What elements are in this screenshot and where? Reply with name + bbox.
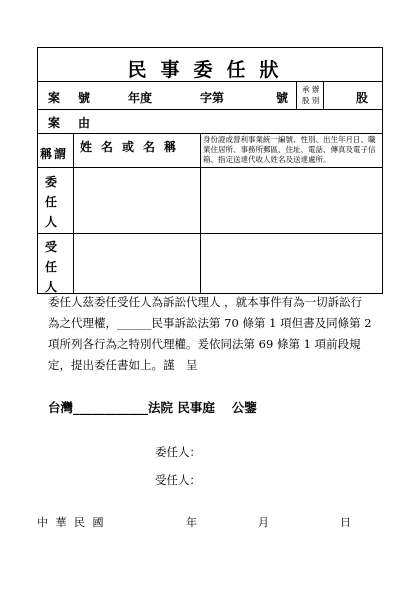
chengban-label-2: 股 別 [302, 96, 320, 105]
rule-label-col [73, 133, 74, 293]
rule-cause [37, 133, 383, 134]
header-name: 姓名或名稱 [80, 140, 186, 154]
sign-agent: 受任人： [155, 473, 201, 487]
rule-name-col [200, 133, 201, 293]
header-role: 稱謂 [40, 147, 69, 161]
case-no-label: 案號 [48, 91, 109, 105]
case-year-label: 年度 [128, 91, 153, 105]
header-info: 身份證或營利事業統一編號、性別、出生年月日、職業住居所、事務所郵區、住址、電話、傳真及電子信箱、指定送達代收人姓名及送達處所。 [203, 135, 376, 164]
page-title: 民事委任狀 [127, 59, 293, 81]
court-line: 台灣____________法院 民事庭 公鑒 [48, 400, 257, 415]
delegation-paragraph: 委任人茲委任受任人為訴訟代理人 ，就本事件有為一切訴訟行為之代理權，______民事訴訟法第 70 條第 1 項但書及同條第 2 項所列各行為之特別代理權。爰依同法第 69 條第 1 項前段規定，提出委任書如上。謹 呈 [48, 295, 372, 372]
date-year: 年 [186, 516, 197, 529]
rule-chengban-left [296, 81, 297, 109]
rule-principal [37, 233, 383, 234]
form-table [37, 47, 383, 294]
chengban-label-1: 承 辦 [302, 85, 320, 94]
agent-label: 受 任 人 [44, 240, 57, 294]
case-hao-label: 號 [276, 91, 289, 105]
principal-label: 委 任 人 [44, 175, 57, 229]
date-month: 月 [258, 516, 269, 529]
sign-principal: 委任人： [155, 445, 201, 459]
rule-header [37, 167, 383, 168]
rule-case [37, 109, 383, 110]
case-zi-label: 字第 [200, 91, 225, 105]
case-gu-label: 股 [356, 91, 369, 105]
date-day: 日 [340, 516, 351, 529]
rule-chengban-right [323, 81, 324, 109]
date-roc: 中 華 民 國 [37, 516, 106, 529]
case-cause-label: 案由 [48, 116, 109, 130]
